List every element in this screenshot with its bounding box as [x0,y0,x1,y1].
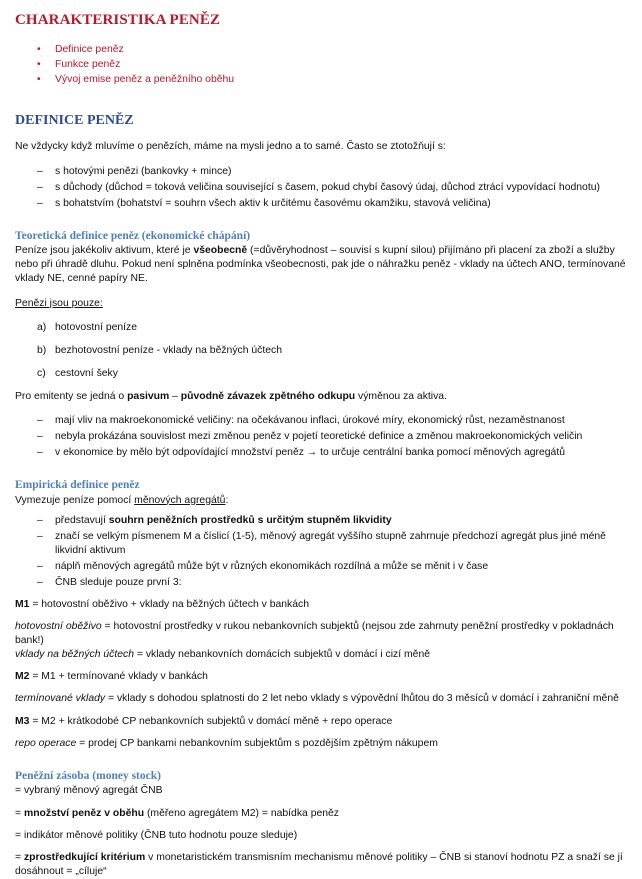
list-item-text: značí se velkým písmenem M a číslicí (1-5), měnový agregát vyššího stupně zahrnuje předchozí agregát plus jiné méně likvidní aktivum [55,530,606,556]
text-run: = hotovostní oběživo + vklady na běžných účtech v bankách [29,598,310,610]
dash-marker: – [37,576,43,588]
term: vklady na běžných účtech [15,649,134,661]
empiricka-list [15,514,628,590]
dash-marker: – [37,530,43,542]
emitenty-paragraph [15,390,628,404]
list-item-text: nebyla prokázána souvislost mezi změnou peněz v pojetí teoretické definice a změnou makroekonomických veličin [55,430,583,442]
list-item [37,514,628,528]
list-item-text: náplň měnových agregátů může být v různých ekonomikách rozdílná a může se měnit i v čase [55,560,489,572]
list-item-text: cestovní šeky [55,367,118,379]
list-item-text: v ekonomice by mělo být odpovídající množství peněz → to určuje centrální banka pomocí měnových agregátů [55,446,565,458]
text-run-underlined: měnových agregátů [134,494,226,506]
text-run: (=důvěryhodnost – souvisí s kupní silou) přijímáno při placení za zboží a služby nebo při úhradě dluhu. Pokud není splněna podmínka všeobecnosti, pak jde o náhražku peněz - vklady na účtech ANO, termínované vklady NE, cenné papíry NE. [15,245,626,285]
text-run: = prodej CP bankami nebankovním subjektům s pozdějším zpětným nákupem [76,737,438,749]
text-run-bold: původně závazek zpětného odkupu [180,390,356,402]
text-run: : [225,494,229,506]
dash-marker: – [37,197,43,209]
text-run: představují [55,514,109,526]
text-run: = [15,851,24,863]
toc-item-label: Funkce peněz [55,59,121,71]
list-item-text: s bohatstvím (bohatství = souhrn všech aktiv k určitému časovému okamžiku, stavová veličina) [55,197,491,209]
text-run: Vymezuje peníze pomocí [15,494,135,506]
list-item [37,560,628,574]
term: termínované vklady [15,693,106,705]
text-run: = [15,807,24,819]
toc-item-label: Vývoj emise peněz a peněžního oběhu [55,74,235,86]
list-item [37,181,628,195]
text-run: = vklady nebankovních domácích subjektů v domácí i cizí měně [134,649,430,661]
penezi-list [15,321,628,381]
zasoba-line [15,807,628,821]
term: hotovostní oběživo [15,620,102,632]
text-run: = M1 + termínované vklady v bankách [29,671,208,683]
list-item-text: ČNB sleduje pouze první 3: [55,576,182,588]
agregate-label: M2 [15,671,30,683]
list-item [37,530,628,558]
text-run: výměnou za aktiva. [355,390,447,402]
list-item-text: s hotovými penězi (bankovky + mince) [55,165,232,177]
teoreticka-paragraph [15,244,628,286]
list-item [37,430,628,444]
text-run: (měřeno agregátem M2) = nabídka peněz [144,807,339,819]
list-item [37,321,628,335]
subsection-heading-zasoba: Peněžní zásoba (money stock) [15,769,161,782]
toc-item[interactable] [37,42,628,57]
dash-marker: – [37,414,43,426]
list-item [37,197,628,211]
table-of-contents [15,42,628,87]
text-run: = vklady s dohodou splatnosti do 2 let nebo vklady s výpovědní lhůtou do 3 měsíců v domácí i zahraniční měně [105,693,619,705]
text-run: v monetaristickém transmisním mechanismu měnové politiky – ČNB si stanoví hodnotu PZ a snaží se jí dosáhnout = „cíluje“ [15,851,623,877]
list-item [37,344,628,358]
teoreticka-list [15,414,628,460]
m3-definition [15,737,628,751]
definice-intro: Ne vždycky když mluvíme o penězích, máme na mysli jedno a to samé. Často se ztotožňují s: [15,141,446,153]
dash-marker: – [37,514,43,526]
text-run-bold: pasivum [127,390,170,402]
list-marker: a) [37,321,47,333]
text-run-bold: množství peněz v oběhu [23,807,145,819]
list-item-text: hotovostní peníze [55,321,138,333]
dash-marker: – [37,446,43,458]
dash-marker: – [37,181,43,193]
m1-line [15,598,628,612]
m2-line [15,670,628,684]
text-run-bold: zprostředkující kritérium [23,851,146,863]
list-item [37,165,628,179]
toc-item[interactable] [37,72,628,87]
m1-definition [15,648,628,662]
toc-item[interactable] [37,57,628,72]
list-item-text: s důchody (důchod = toková veličina související s časem, pokud chybí časový údaj, důchod ztrácí vypovídací hodnotu) [55,181,600,193]
list-marker: b) [37,344,47,356]
definice-list [15,165,628,211]
bullet-icon: • [37,59,41,71]
m3-line [15,715,628,729]
agregate-label: M3 [15,715,30,727]
list-item [37,414,628,428]
list-item [37,367,628,381]
dash-marker: – [37,430,43,442]
subsection-heading-empiricka: Empirická definice peněz [15,478,140,491]
penezi-jsou-pouze-heading: Penězi jsou pouze: [15,297,103,309]
list-item-text: mají vliv na makroekonomické veličiny: na očekávanou inflaci, úrokové míry, ekonomický růst, nezaměstnanost [55,414,565,426]
text-run-bold: souhrn peněžních prostředků s určitým stupněm likvidity [108,514,392,526]
dash-marker: – [37,560,43,572]
section-heading-definice: DEFINICE PENĚZ [15,113,134,129]
subsection-heading-teoreticka: Teoretická definice peněz (ekonomické chápání) [15,229,251,242]
list-item-text: bezhotovostní peníze - vklady na běžných účtech [55,344,283,356]
text-run-bold: všeobecně [193,245,248,257]
toc-item-label: Definice peněz [55,44,124,56]
text-run: Peníze jsou jakékoliv aktivum, které je [15,245,194,257]
list-item [37,446,628,460]
empiricka-intro [15,494,628,508]
dash-marker: – [37,165,43,177]
m1-definition [15,620,628,648]
text-run: – [169,390,181,402]
list-item [37,576,628,590]
page-title: CHARAKTERISTIKA PENĚZ [15,12,221,28]
bullet-icon: • [37,74,41,86]
zasoba-line: = vybraný měnový agregát ČNB [15,785,163,797]
text-run: Pro emitenty se jedná o [15,390,128,402]
bullet-icon: • [37,44,41,56]
zasoba-line: = indikátor měnové politiky (ČNB tuto hodnotu pouze sleduje) [15,829,298,841]
text-run: = hotovostní prostředky v rukou nebankovních subjektů (nejsou zde zahrnuty peněžní prostředky v pokladnách bank!) [15,620,614,646]
term: repo operace [15,737,77,749]
list-marker: c) [37,367,46,379]
m2-definition [15,692,628,706]
agregate-label: M1 [15,598,30,610]
text-run: = M2 + krátkodobé CP nebankovních subjektů v domácí měně + repo operace [29,715,393,727]
